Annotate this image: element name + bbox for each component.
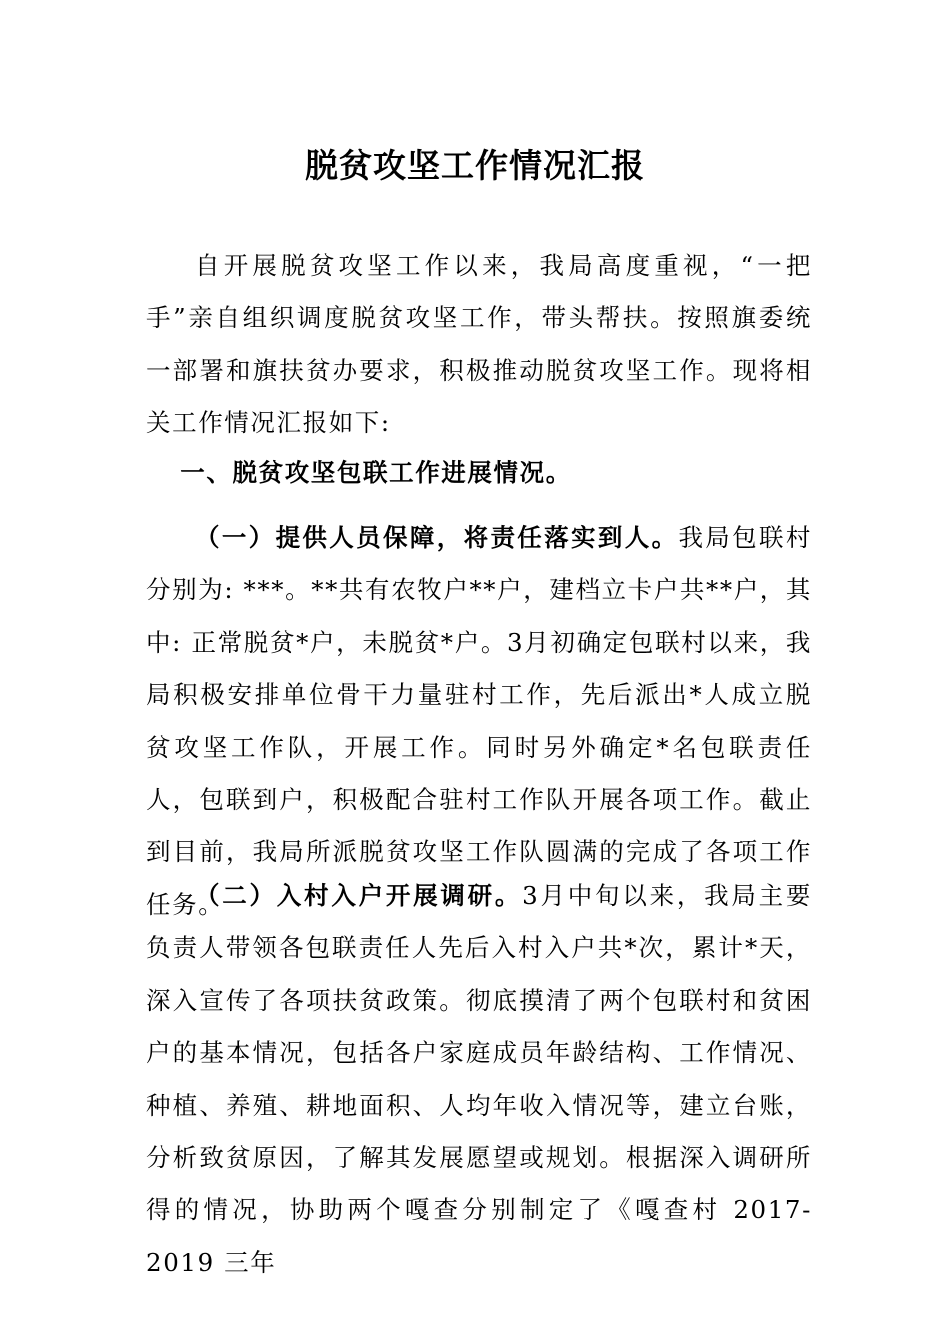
subsection-paragraph-2 bbox=[146, 870, 812, 1289]
subsection-lead-2: （二）入村入户开展调研。 bbox=[195, 881, 523, 910]
section-heading-1: 一、脱贫攻坚包联工作进展情况。 bbox=[180, 458, 572, 487]
subsection-text-1: 我局包联村分别为: ***。**共有农牧户**户，建档立卡户共**户，其中: 正常脱贫*户，未脱贫*户。3月初确定包联村以来，我局积极安排单位骨干力量驻村工作，先后派出*人成立脱贫攻坚工作队，开展工作。同时另外确定*名包联责任人，包联到户，积极配合驻村工作队开展各项工作。截止到目前，我局所派脱贫攻坚工作队圆满的完成了各项工作任务。 bbox=[146, 523, 812, 919]
subsection-paragraph-1 bbox=[146, 512, 812, 931]
document-title: 脱贫攻坚工作情况汇报 bbox=[305, 146, 645, 185]
intro-paragraph: 自开展脱贫攻坚工作以来，我局高度重视，“一把手”亲自组织调度脱贫攻坚工作，带头帮扶。按照旗委统一部署和旗扶贫办要求，积极推动脱贫攻坚工作。现将相关工作情况汇报如下: bbox=[146, 251, 812, 438]
subsection-lead-1: （一）提供人员保障，将责任落实到人。 bbox=[195, 523, 679, 552]
subsection-text-2: 3月中旬以来，我局主要负责人带领各包联责任人先后入村入户共*次，累计*天，深入宣传了各项扶贫政策。彻底摸清了两个包联村和贫困户的基本情况，包括各户家庭成员年龄结构、工作情况、种植、养殖、耕地面积、人均年收入情况等，建立台账，分析致贫原因，了解其发展愿望或规划。根据深入调研所得的情况，协助两个嘎查分别制定了《嘎查村 2017-2019 三年 bbox=[146, 881, 812, 1277]
